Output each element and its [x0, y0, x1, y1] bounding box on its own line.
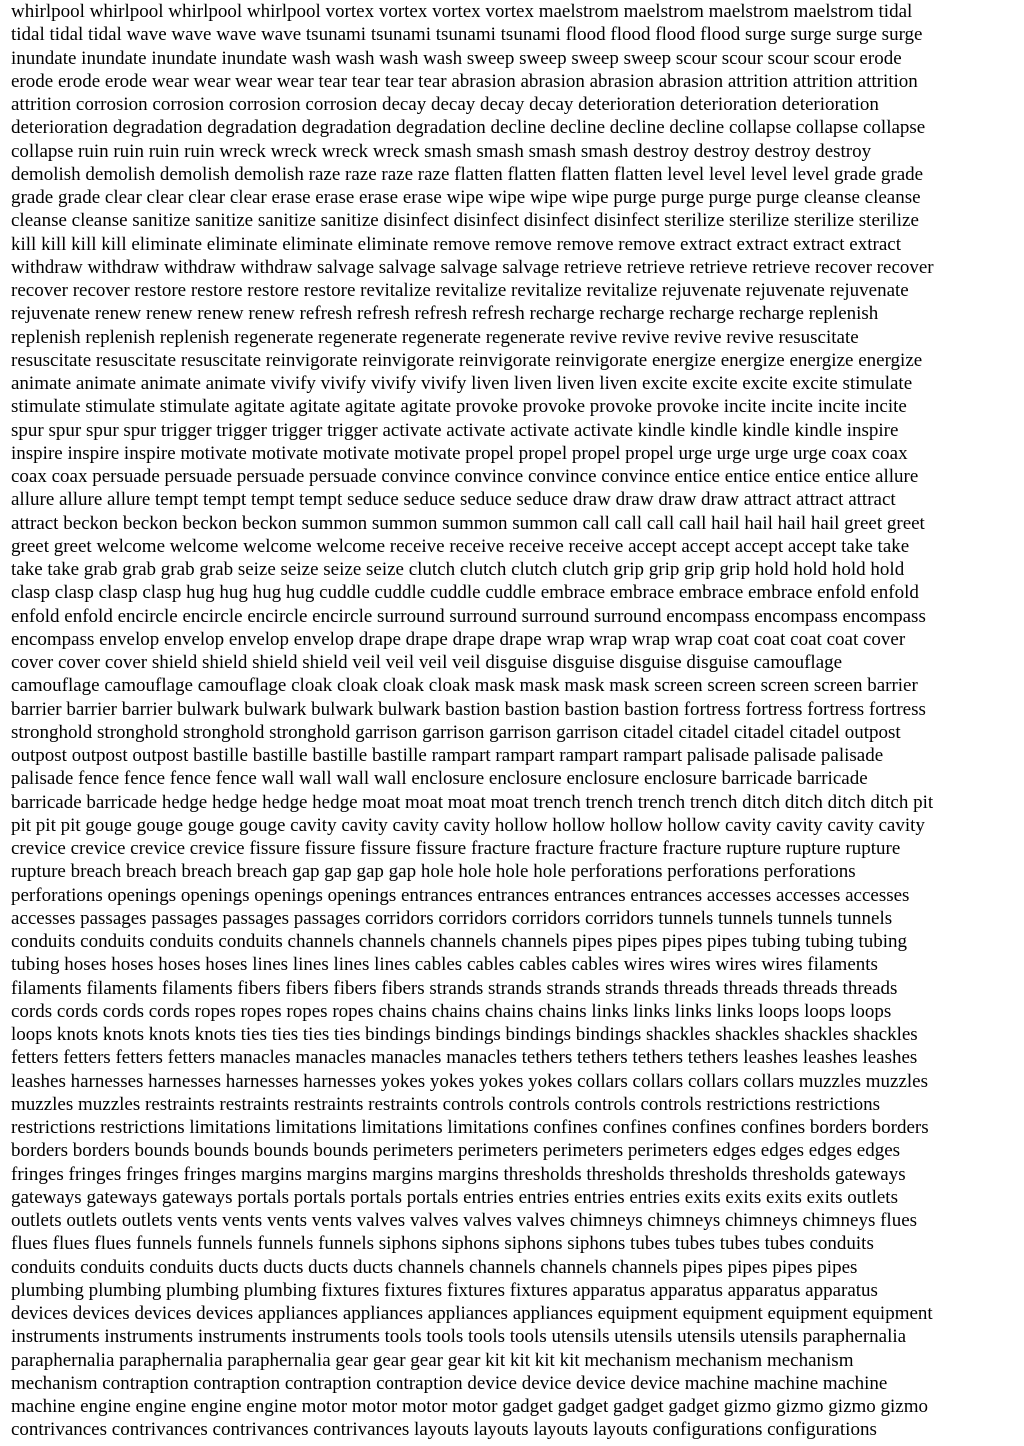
text-line: take take grab grab grab grab seize seize seize seize clutch clutch clutch clutch grip grip grip grip hold hold hold hold [11, 559, 905, 580]
text-line: palisade fence fence fence fence wall wall wall wall enclosure enclosure enclosure enclosure barricade barricade [11, 768, 868, 790]
text-line: animate animate animate animate vivify vivify vivify vivify liven liven liven liven excite excite excite excite stimulate [11, 373, 913, 394]
text-line: whirlpool whirlpool whirlpool whirlpool vortex vortex vortex vortex maelstrom maelstrom maelstrom maelstrom tidal [11, 1, 913, 22]
text-line: fetters fetters fetters fetters manacles manacles manacles manacles tethers tethers tethers tethers leashes leashes leashes [11, 1047, 918, 1069]
text-line: mechanism contraption contraption contraption contraption device device device device machine machine machine [11, 1372, 888, 1394]
text-line: accesses passages passages passages passages corridors corridors corridors corridors tunnels tunnels tunnels tunnels [11, 907, 893, 929]
text-line: clasp clasp clasp clasp hug hug hug hug cuddle cuddle cuddle cuddle embrace embrace embrace embrace enfold enfold [11, 582, 919, 604]
text-line: withdraw withdraw withdraw withdraw salvage salvage salvage salvage retrieve retrieve retrieve retrieve recover recover [11, 256, 934, 278]
text-line: restrictions restrictions limitations limitations limitations limitations confines confines confines confines borders borders [11, 1117, 929, 1138]
text-line: demolish demolish demolish demolish raze raze raze raze flatten flatten flatten flatten level level level level grade grade [11, 163, 924, 185]
text-line: devices devices devices devices appliances appliances appliances appliances equipment equipment equipment equipment [11, 1303, 933, 1324]
text-line: borders borders bounds bounds bounds bounds perimeters perimeters perimeters perimeters edges edges edges edges [11, 1140, 901, 1162]
text-line: inundate inundate inundate inundate wash wash wash wash sweep sweep sweep sweep scour scour scour scour erode [11, 47, 902, 69]
text-line: pit pit pit gouge gouge gouge gouge cavity cavity cavity cavity hollow hollow hollow hollow cavity cavity cavity cavity [11, 814, 925, 836]
text-line: filaments filaments filaments fibers fibers fibers fibers strands strands strands strands threads threads threads threads [11, 977, 898, 999]
text-line: conduits conduits conduits ducts ducts ducts ducts channels channels channels channels pipes pipes pipes pipes [11, 1256, 858, 1278]
text-line: instruments instruments instruments instruments tools tools tools tools utensils utensils utensils utensils paraphernalia [11, 1326, 907, 1348]
text-line: cover cover cover shield shield shield shield veil veil veil veil disguise disguise disguise disguise camouflage [11, 652, 843, 673]
text-line: crevice crevice crevice crevice fissure fissure fissure fissure fracture fracture fracture fracture rupture rupture rupture [11, 838, 901, 859]
text-line: cleanse cleanse sanitize sanitize sanitize sanitize disinfect disinfect disinfect disinfect sterilize sterilize sterilize sterilize [11, 210, 919, 232]
text-line: muzzles muzzles restraints restraints restraints restraints controls controls controls controls restrictions restrictions [11, 1093, 881, 1115]
document-body [11, 0, 1021, 1442]
text-line: contrivances contrivances contrivances contrivances layouts layouts layouts layouts configurations configurations [11, 1419, 877, 1441]
text-line: cords cords cords cords ropes ropes ropes ropes chains chains chains chains links links links links loops loops loops [11, 1000, 892, 1022]
text-line: paraphernalia paraphernalia paraphernalia gear gear gear gear kit kit kit kit mechanism mechanism mechanism [11, 1349, 854, 1371]
text-line: flues flues flues funnels funnels funnels funnels siphons siphons siphons siphons tubes tubes tubes tubes conduits [11, 1233, 874, 1255]
text-line: outlets outlets outlets vents vents vents vents valves valves valves valves chimneys chimneys chimneys chimneys flues [11, 1210, 918, 1231]
text-line: tidal tidal tidal wave wave wave wave tsunami tsunami tsunami tsunami flood flood flood flood surge surge surge surge [11, 24, 923, 46]
text-line: erode erode erode wear wear wear wear tear tear tear tear abrasion abrasion abrasion abrasion attrition attrition attrition [11, 70, 918, 92]
text-line: plumbing plumbing plumbing plumbing fixtures fixtures fixtures fixtures apparatus apparatus apparatus apparatus [11, 1279, 878, 1301]
text-line: rejuvenate renew renew renew renew refresh refresh refresh refresh recharge recharge recharge recharge replenish [11, 303, 879, 325]
text-line: enfold enfold encircle encircle encircle encircle surround surround surround surround encompass encompass encompass [11, 605, 926, 627]
text-line: barricade barricade hedge hedge hedge hedge moat moat moat moat trench trench trench trench ditch ditch ditch ditch pit [11, 791, 934, 813]
text-line: recover recover restore restore restore restore revitalize revitalize revitalize revitalize rejuvenate rejuvenate rejuvenate [11, 280, 909, 301]
text-line: rupture breach breach breach breach gap gap gap gap hole hole hole hole perforations perforations perforations [11, 861, 856, 883]
text-line: machine engine engine engine engine motor motor motor motor gadget gadget gadget gadget gizmo gizmo gizmo gizmo [11, 1396, 929, 1417]
text-line: conduits conduits conduits conduits channels channels channels channels pipes pipes pipes pipes tubing tubing tubing [11, 931, 908, 952]
text-line: deterioration degradation degradation degradation degradation decline decline decline decline collapse collapse collapse [11, 117, 926, 139]
text-line: perforations openings openings openings openings entrances entrances entrances entrances accesses accesses accesses [11, 884, 910, 906]
text-line: gateways gateways gateways portals portals portals portals entries entries entries entries exits exits exits exits outlets [11, 1186, 898, 1208]
text-line: replenish replenish replenish regenerate regenerate regenerate regenerate revive revive revive revive resuscitate [11, 326, 859, 348]
text-line: greet greet welcome welcome welcome welcome receive receive receive receive accept accept accept accept take take [11, 535, 910, 557]
text-line: camouflage camouflage camouflage cloak cloak cloak cloak mask mask mask mask screen screen screen screen barrier [11, 675, 918, 697]
text-line: attrition corrosion corrosion corrosion corrosion decay decay decay decay deterioration deterioration deterioration [11, 94, 879, 115]
text-line: coax coax persuade persuade persuade persuade convince convince convince convince entice entice entice entice allure [11, 466, 919, 487]
text-line: kill kill kill kill eliminate eliminate eliminate eliminate remove remove remove remove extract extract extract extract [11, 233, 901, 255]
text-line: stronghold stronghold stronghold stronghold garrison garrison garrison garrison citadel citadel citadel citadel outpost [11, 721, 901, 743]
text-line: resuscitate resuscitate resuscitate reinvigorate reinvigorate reinvigorate reinvigorate energize energize energize energize [11, 349, 923, 371]
text-line: encompass envelop envelop envelop envelop drape drape drape drape wrap wrap wrap wrap coat coat coat coat cover [11, 628, 906, 650]
text-line: attract beckon beckon beckon beckon summon summon summon summon call call call call hail hail hail hail greet greet [11, 512, 925, 534]
text-line: inspire inspire inspire motivate motivate motivate motivate propel propel propel propel urge urge urge urge coax coax [11, 442, 908, 464]
text-line: grade grade clear clear clear clear erase erase erase erase wipe wipe wipe wipe purge purge purge purge cleanse cleanse [11, 187, 921, 208]
text-line: collapse ruin ruin ruin ruin wreck wreck wreck wreck smash smash smash smash destroy destroy destroy destroy [11, 140, 872, 162]
text-line: allure allure allure tempt tempt tempt tempt seduce seduce seduce seduce draw draw draw draw attract attract attract [11, 489, 896, 511]
text-line: tubing hoses hoses hoses hoses lines lines lines lines cables cables cables cables wires wires wires wires filaments [11, 954, 878, 976]
text-line: barrier barrier barrier bulwark bulwark bulwark bulwark bastion bastion bastion bastion fortress fortress fortress fortress [11, 698, 926, 720]
text-line: fringes fringes fringes fringes margins margins margins margins thresholds thresholds thresholds thresholds gateways [11, 1163, 906, 1185]
text-line: leashes harnesses harnesses harnesses harnesses yokes yokes yokes yokes collars collars collars collars muzzles muzzles [11, 1070, 928, 1092]
text-line: outpost outpost outpost bastille bastille bastille bastille rampart rampart rampart rampart palisade palisade palisade [11, 745, 884, 766]
text-line: spur spur spur spur trigger trigger trigger trigger activate activate activate activate kindle kindle kindle kindle inspire [11, 419, 899, 441]
text-line: stimulate stimulate stimulate agitate agitate agitate agitate provoke provoke provoke provoke incite incite incite incite [11, 396, 907, 418]
text-line: loops knots knots knots knots ties ties ties ties bindings bindings bindings bindings shackles shackles shackles shackles [11, 1024, 918, 1045]
